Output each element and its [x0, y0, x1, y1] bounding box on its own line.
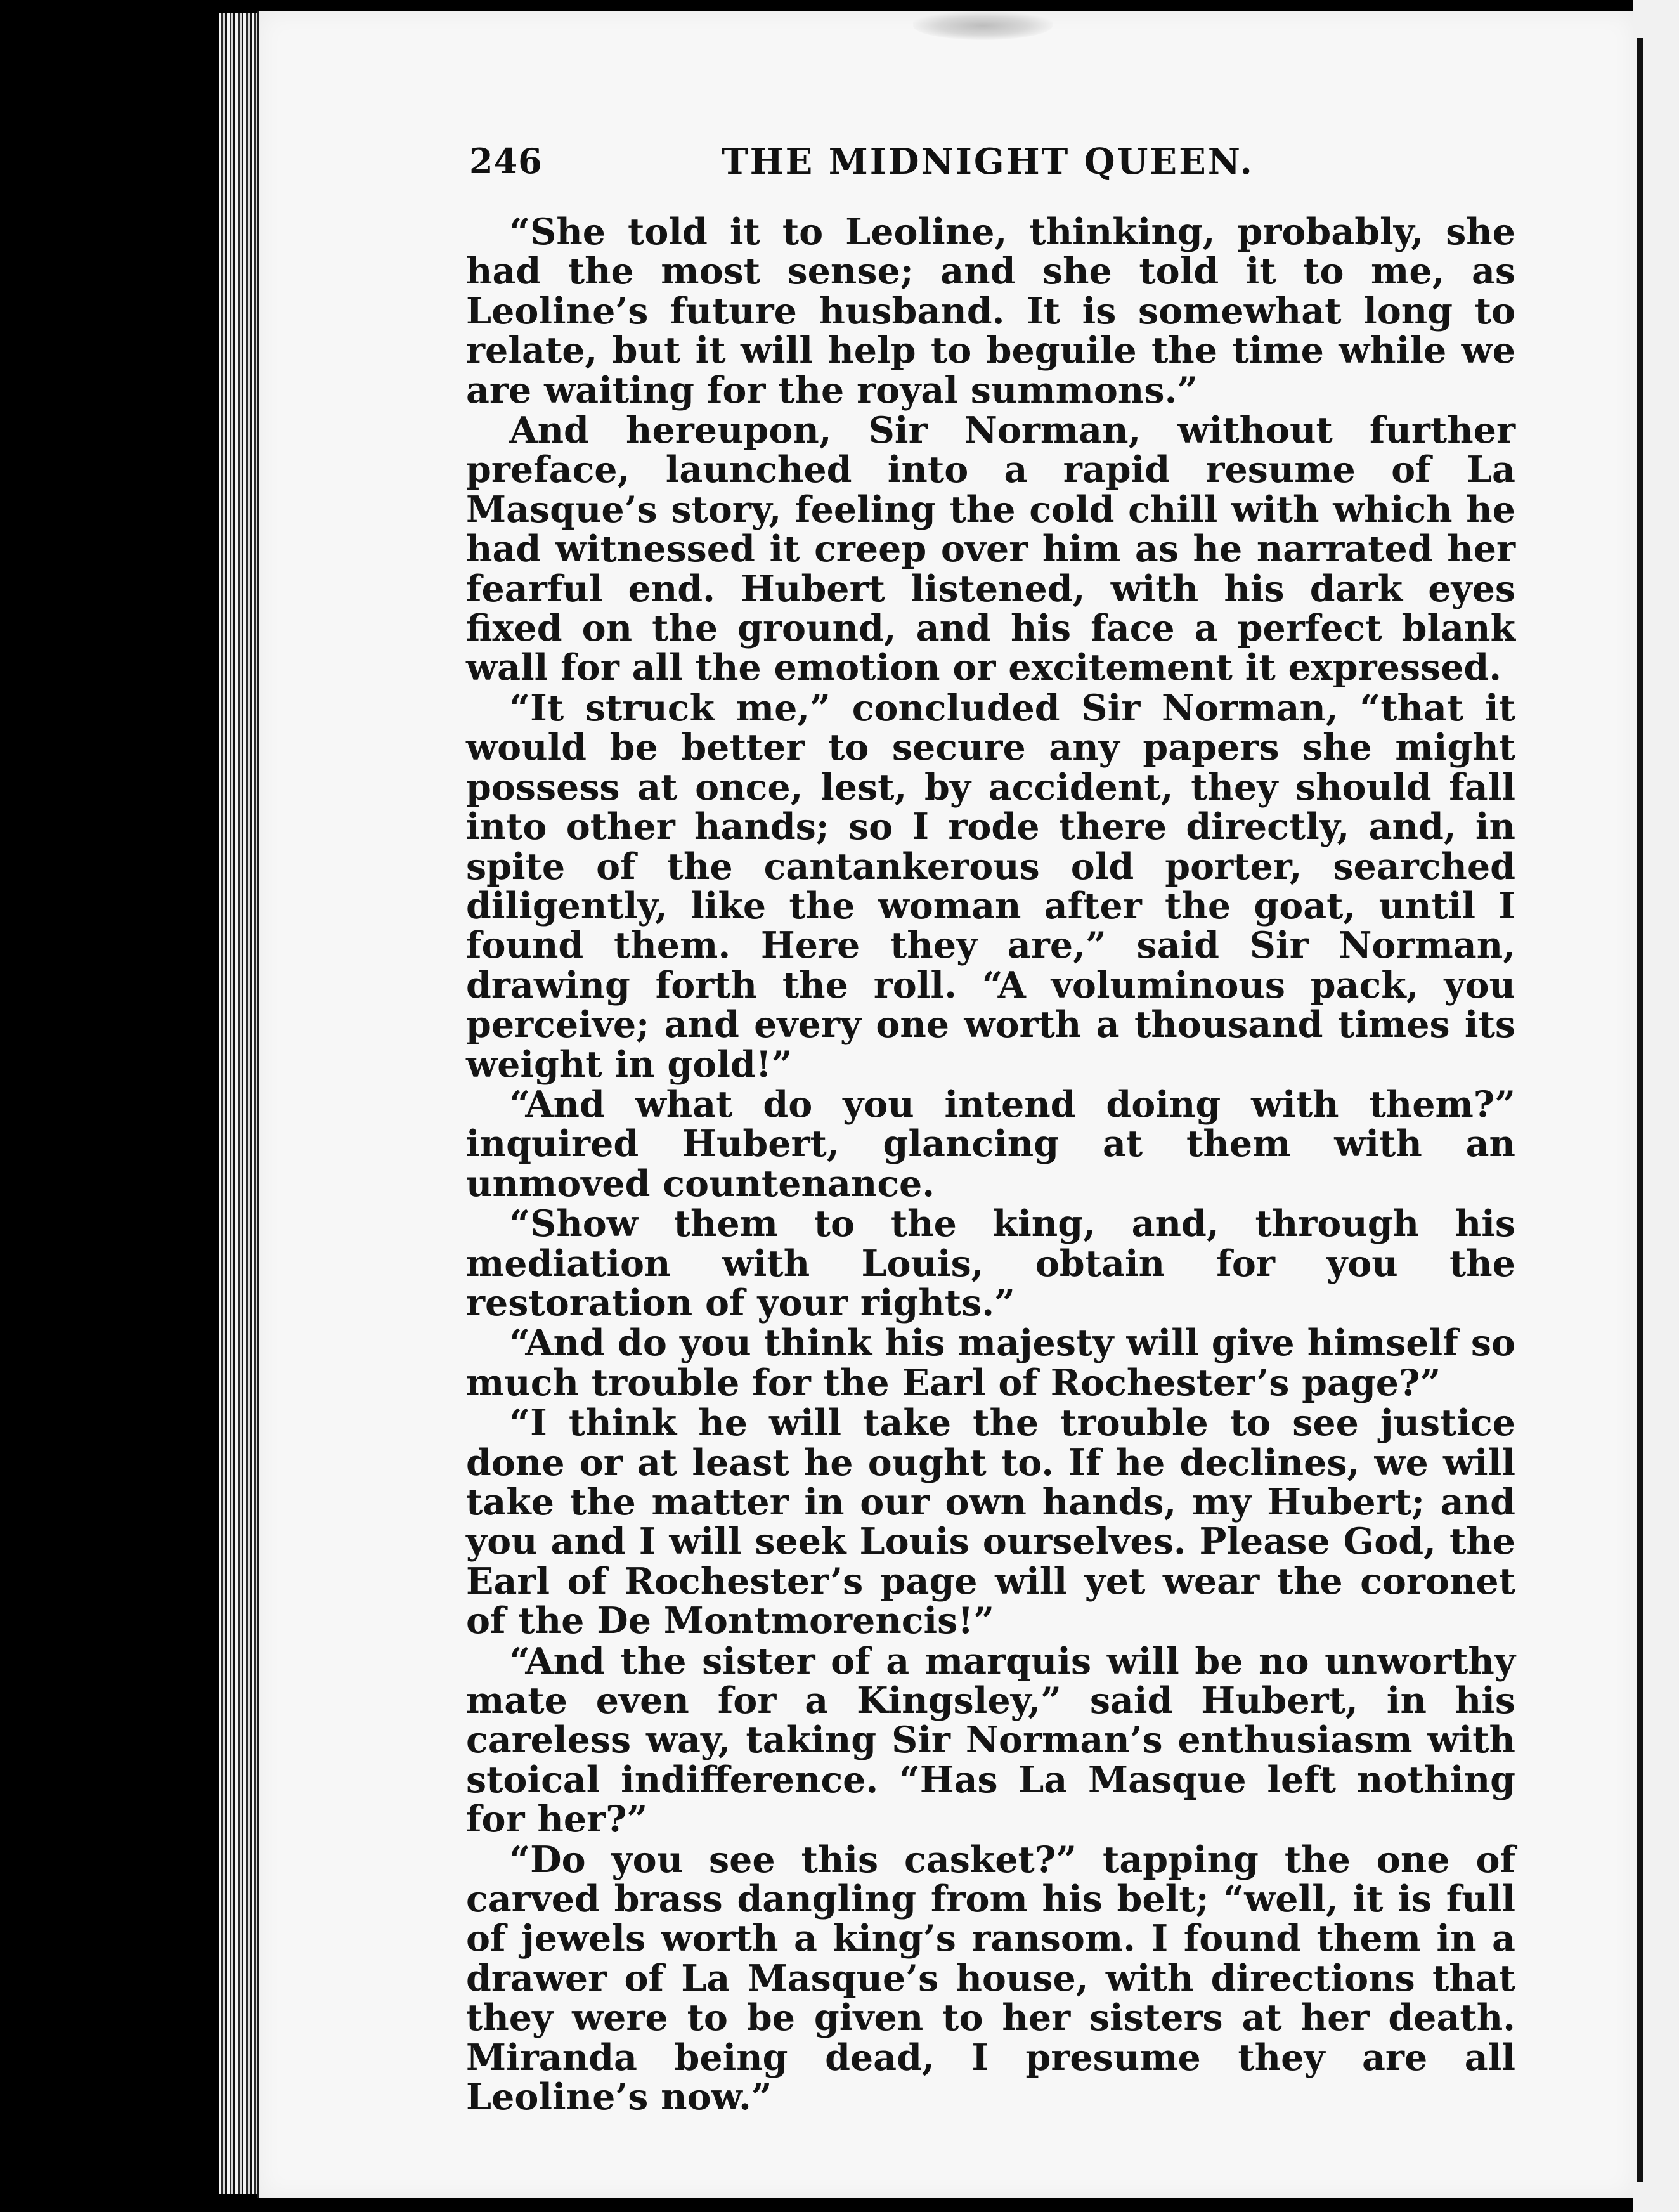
page-header: [469, 141, 1262, 198]
paragraph: “It struck me,” concluded Sir Norman, “that it would be better to secure any papers she might possess at once, lest, by accident, they should fall into other hands; so I rode there directly, and, in spite of the cantankerous old porter, searched diligently, like the woman after the goat, until I found them. Here they are,” said Sir Norman, drawing forth the roll. “A voluminous pack, you perceive; and every one worth a thousand times its weight in gold!”: [466, 686, 1515, 1086]
page-stack-edge: [219, 13, 257, 2194]
paragraph: And hereupon, Sir Norman, without further preface, launched into a rapid resume of La Masque’s story, feeling the cold chill with which he had witnessed it creep over him as he narrated her fearful end. Hubert listened, with his dark eyes fixed on the ground, and his face a perfect blank wall for all the emotion or excitement it expressed.: [466, 409, 1515, 689]
scan-smudge: [913, 11, 1053, 40]
paragraph: “And what do you intend doing with them?” inquired Hubert, glancing at them with an unmoved countenance.: [466, 1083, 1515, 1205]
running-title: THE MIDNIGHT QUEEN.: [722, 141, 1254, 183]
paragraph: “And do you think his majesty will give himself so much trouble for the Earl of Rochester’s page?”: [466, 1322, 1515, 1404]
page-number: 246: [469, 141, 543, 181]
paragraph: “She told it to Leoline, thinking, probably, she had the most sense; and she told it to me, as Leoline’s future husband. It is somewhat long to relate, but it will help to beguile the time while we are waiting for the royal summons.”: [466, 211, 1515, 412]
paragraph: “I think he will take the trouble to see justice done or at least he ought to. If he declines, we will take the matter in our own hands, my Hubert; and you and I will seek Louis ourselves. Please God, the Earl of Rochester’s page will yet wear the coronet of the De Montmorencis!”: [466, 1402, 1515, 1643]
facing-page-edge: [1637, 38, 1643, 2182]
paragraph: “And the sister of a marquis will be no unworthy mate even for a Kingsley,” said Hubert, in his careless way, taking Sir Norman’s enthusiasm with stoical indifference. “Has La Masque left nothing for her?”: [466, 1639, 1515, 1841]
paragraph: “Show them to the king, and, through his mediation with Louis, obtain for you the restoration of your rights.”: [466, 1202, 1515, 1324]
paragraph: “Do you see this casket?” tapping the one of carved brass dangling from his belt; “well, it is full of jewels worth a king’s ransom. I found them in a drawer of La Masque’s house, with directions that they were to be given to her sisters at her death. Miranda being dead, I presume they are all Leoline’s now.”: [466, 1838, 1515, 2119]
body-text: [466, 212, 1515, 2118]
